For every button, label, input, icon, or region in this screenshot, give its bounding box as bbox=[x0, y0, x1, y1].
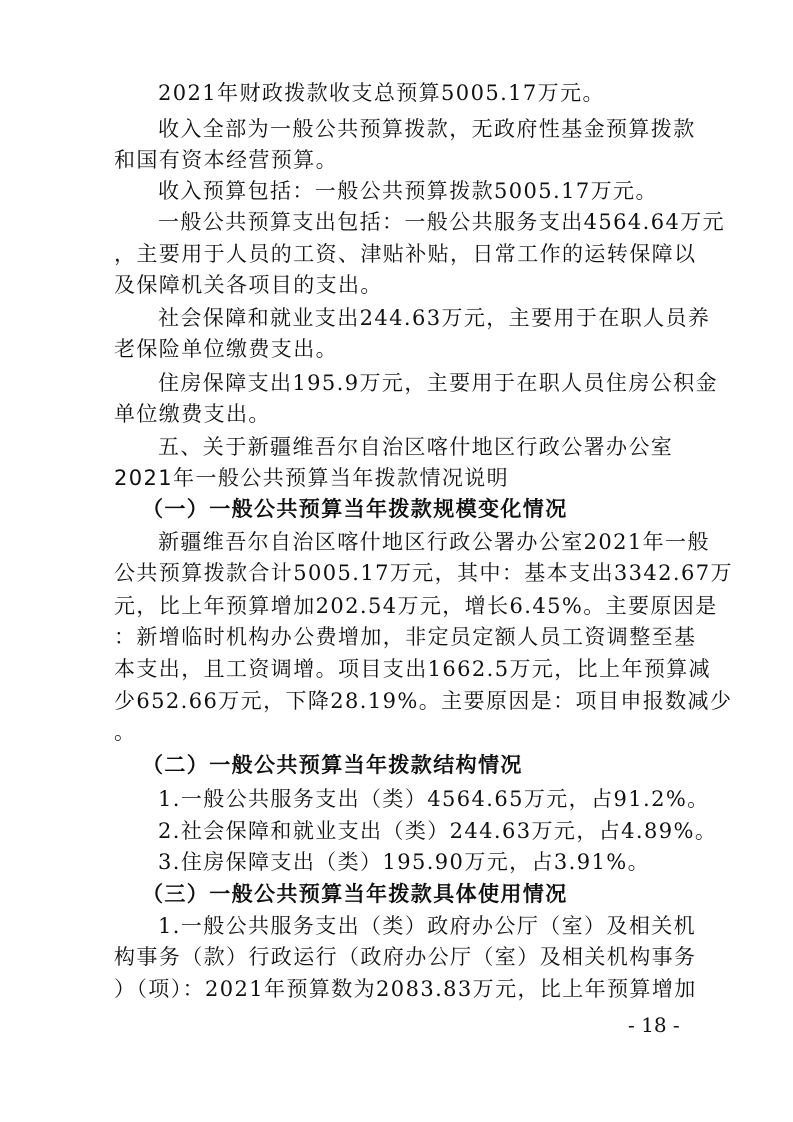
paragraph-line: 和国有资本经营预算。 bbox=[114, 148, 338, 172]
section-heading: 五、关于新疆维吾尔自治区喀什地区行政公署办公室 bbox=[158, 435, 674, 459]
section-heading-continued: 2021年一般公共预算当年拨款情况说明 bbox=[114, 466, 510, 490]
paragraph-line: 2021年财政拨款收支总预算5005.17万元。 bbox=[158, 81, 605, 105]
page-number: - 18 - bbox=[628, 1013, 680, 1037]
paragraph-line: ）（项）：2021年预算数为2083.83万元，比上年预算增加 bbox=[114, 977, 697, 1001]
paragraph-line: 单位缴费支出。 bbox=[114, 402, 271, 426]
paragraph-line: ：新增临时机构办公费增加，非定员定额人员工资调整至基 bbox=[114, 625, 697, 649]
paragraph-line: 构事务（款）行政运行（政府办公厅（室）及相关机构事务 bbox=[114, 945, 697, 969]
paragraph-line: 。 bbox=[114, 720, 137, 744]
paragraph-line: 新疆维吾尔自治区喀什地区行政公署办公室2021年一般 bbox=[158, 530, 710, 554]
paragraph-line: 收入全部为一般公共预算拨款，无政府性基金预算拨款 bbox=[158, 117, 696, 141]
list-item: 3.住房保障支出（类）195.90万元，占3.91%。 bbox=[158, 850, 651, 874]
paragraph-line: 1.一般公共服务支出（类）政府办公厅（室）及相关机 bbox=[158, 914, 697, 938]
paragraph-line: 本支出，且工资调增。项目支出1662.5万元，比上年预算减 bbox=[114, 657, 712, 681]
paragraph-line: ，主要用于人员的工资、津贴补贴，日常工作的运转保障以 bbox=[114, 242, 697, 266]
paragraph-line: 一般公共预算支出包括：一般公共服务支出4564.64万元 bbox=[158, 210, 726, 234]
paragraph-line: 元，比上年预算增加202.54万元，增长6.45%。主要原因是 bbox=[114, 594, 718, 618]
list-item: 2.社会保障和就业支出（类）244.63万元，占4.89%。 bbox=[158, 819, 718, 843]
paragraph-line: 及保障机关各项目的支出。 bbox=[114, 273, 383, 297]
paragraph-line: 社会保障和就业支出244.63万元，主要用于在职人员养 bbox=[158, 306, 711, 330]
paragraph-line: 老保险单位缴费支出。 bbox=[114, 337, 338, 361]
paragraph-line: 公共预算拨款合计5005.17万元，其中：基本支出3342.67万 bbox=[114, 561, 733, 585]
paragraph-line: 少652.66万元，下降28.19%。主要原因是：项目申报数减少 bbox=[114, 689, 733, 713]
paragraph-line: 收入预算包括：一般公共预算拨款5005.17万元。 bbox=[158, 179, 658, 203]
list-item: 1.一般公共服务支出（类）4564.65万元，占91.2%。 bbox=[158, 787, 710, 811]
subsection-heading: （二）一般公共预算当年拨款结构情况 bbox=[142, 752, 523, 777]
subsection-heading: （三）一般公共预算当年拨款具体使用情况 bbox=[142, 881, 568, 906]
subsection-heading: （一）一般公共预算当年拨款规模变化情况 bbox=[142, 496, 568, 521]
paragraph-line: 住房保障支出195.9万元，主要用于在职人员住房公积金 bbox=[158, 371, 718, 395]
